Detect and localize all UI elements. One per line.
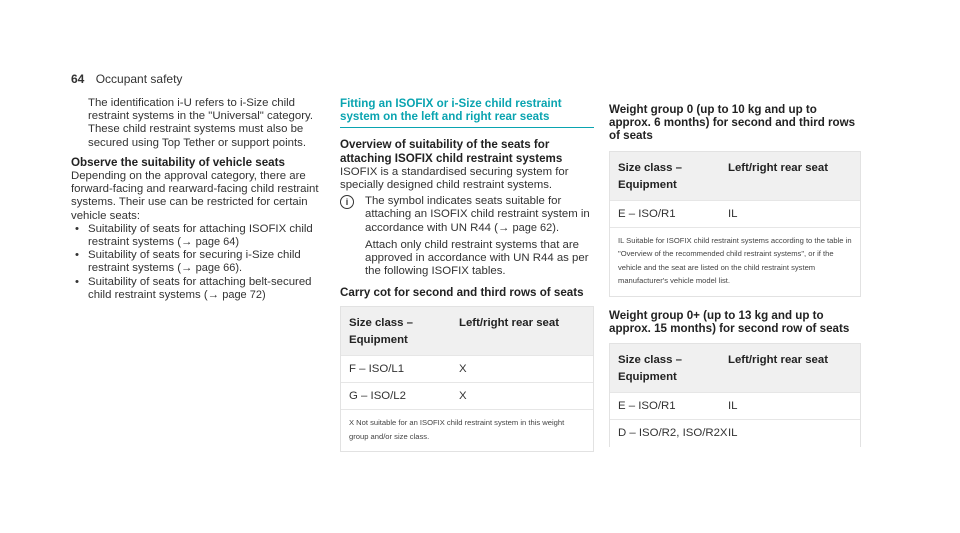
page-number: 64 [71, 72, 85, 86]
isofix-paragraph: ISOFIX is a standardised securing system for specially designed child restraint systems. [340, 165, 569, 192]
arrow-icon: → [181, 236, 193, 249]
table-footnote: X Not suitable for an ISOFIX child restraint system in this weight group and/or size class. [341, 409, 593, 451]
table-row: E – ISO/R1 IL [610, 200, 860, 227]
table-row: G – ISO/L2 X [341, 382, 593, 409]
table-header: Size class – Equipment Left/right rear seat [610, 152, 860, 200]
section-name: Occupant safety [95, 72, 183, 86]
overview-heading: Overview of suitability of the seats for attaching ISOFIX child restraint systems [340, 138, 563, 165]
weight-group-0plus-heading: Weight group 0+ (up to 13 kg and up to approx. 15 months) for second row of seats [609, 308, 850, 336]
list-item: • Suitability of seats for attaching belt-secured child restraint systems (→ page 72) [75, 275, 312, 301]
bullet-icon: • [75, 249, 79, 262]
page-link[interactable]: page 62). [512, 221, 559, 234]
table-header: Size class – Equipment Left/right rear seat [341, 307, 593, 355]
list-item: • Suitability of seats for attaching ISOFIX child restraint systems (→ page 64) [75, 222, 313, 249]
list-item: • Suitability of seats for securing i-Size child restraint systems (→ page 66). [75, 249, 301, 275]
weight-group-0-table [609, 151, 861, 297]
weight-group-0plus-table [609, 343, 861, 446]
isofix-note: i The symbol indicates seats suitable for attaching an ISOFIX child restraint system in accordance with UN R44 (→ page 62). Attach only child restraint systems that are approved in accordance with UN R44 as per the following ISOFIX tables. [340, 195, 594, 278]
suitability-heading: Observe the suitability of vehicle seats [71, 155, 285, 169]
table-footnote: IL Suitable for ISOFIX child restraint systems according to the table in "Overview of the recommended child restraint systems", or if the vehicle and the seat are listed on the child restraint system manufacturer's vehicle model list. [610, 227, 860, 296]
page-header [71, 72, 182, 86]
bullet-icon: • [75, 275, 79, 288]
weight-group-0-heading: Weight group 0 (up to 10 kg and up to approx. 6 months) for second and third rows of seats [609, 103, 856, 143]
note-paragraph: Attach only child restraint systems that are approved in accordance with UN R44 as per the following ISOFIX tables. [365, 238, 589, 278]
arrow-icon: → [207, 288, 220, 301]
table-row: F – ISO/L1 X [341, 355, 593, 382]
page-link[interactable]: page 64) [195, 236, 240, 249]
column-left [71, 97, 319, 302]
page-link[interactable]: page 72) [222, 288, 266, 301]
carry-cot-heading: Carry cot for second and third rows of seats [340, 286, 584, 300]
table-row: D – ISO/R2, ISO/R2X IL [610, 419, 860, 446]
table-row: E – ISO/R1 IL [610, 392, 860, 419]
carry-cot-table [340, 306, 594, 452]
table-header: Size class – Equipment Left/right rear seat [610, 344, 860, 392]
suitability-paragraph: Depending on the approval category, there are forward-facing and rearward-facing child restraint systems. Their use can be restricted for certain vehicle seats: [71, 170, 319, 222]
bullet-icon: • [75, 222, 79, 235]
section-title: Fitting an ISOFIX or i-Size child restraint system on the left and right rear seats [340, 97, 594, 128]
arrow-icon: → [181, 262, 193, 275]
column-middle [340, 97, 594, 452]
column-right [609, 97, 861, 447]
isofix-symbol-icon: i [340, 195, 354, 209]
suitability-list [71, 223, 319, 302]
intro-paragraph: The identification i-U refers to i-Size child restraint systems in the "Universal" category. These child restraint systems must also be secured using Top Tether or support points. [88, 97, 314, 149]
arrow-icon: → [497, 221, 510, 234]
page-link[interactable]: page 66). [195, 262, 243, 275]
